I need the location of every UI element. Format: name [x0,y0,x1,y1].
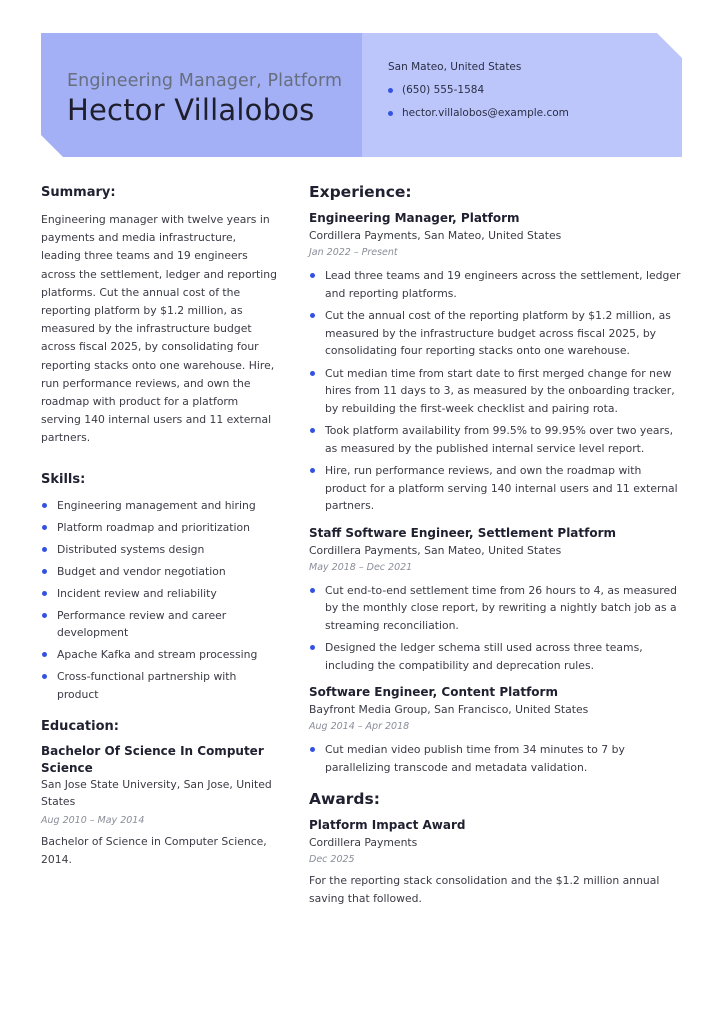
job-entry [309,210,685,515]
skill-item: Incident review and reliability [41,585,277,603]
job-bullet: Designed the ledger schema still used across three teams, including the compatibility and deprecation rules. [309,639,685,674]
skill-item: Cross-functional partnership with product [41,668,277,703]
job-title: Staff Software Engineer, Settlement Platform [309,525,617,540]
skill-item: Platform roadmap and prioritization [41,519,277,537]
job-bullet: Cut the annual cost of the reporting platform by $1.2 million, as measured by the infrastructure budget across fiscal 2025, by consolidating four reporting stacks onto one warehouse. [309,307,685,360]
job-bullet: Hire, run performance reviews, and own the roadmap with product for a platform serving 140 internal users and 11 external partners. [309,462,685,515]
job-title: Engineering Manager, Platform [309,211,520,225]
job-bullets [309,741,685,776]
awards-heading: Awards: [309,790,380,808]
award-date: Dec 2025 [309,854,355,865]
skill-item: Budget and vendor negotiation [41,563,277,581]
location: San Mateo, United States [388,61,522,73]
bullet-icon [310,747,315,752]
award-text: For the reporting stack consolidation and the $1.2 million annual saving that followed. [309,874,660,906]
bullet-icon [310,273,315,278]
school: San Jose State University, San Jose, United States [41,778,272,808]
education-heading: Education: [41,719,119,735]
job-dates: Aug 2014 – Apr 2018 [309,721,410,732]
bullet-icon [42,674,47,679]
summary-text: Engineering manager with twelve years in payments and media infrastructure, leading three teams and 19 engineers across the settlement, ledger and reporting platforms. Cut the annual cost of the reporting platform by $1.2 million, as measured by the infrastructure budget across fiscal 2025, by consolidating four reporting stacks onto one warehouse. Hire, run performance reviews, and own the roadmap with product for a platform serving 140 internal users and 11 external partners. [41,213,277,445]
bullet-icon [310,588,315,593]
job-bullet: Cut median video publish time from 34 minutes to 7 by parallelizing transcode and metadata validation. [309,741,685,776]
skills-section [41,472,277,704]
degree: Bachelor Of Science In Computer Science [41,744,264,775]
skills-list [41,497,277,704]
skill-item: Engineering management and hiring [41,497,277,515]
job-entry [309,684,685,776]
bullet-icon [42,569,47,574]
job-bullet: Took platform availability from 99.5% to 99.95% over two years, as measured by the published internal service level report. [309,422,685,457]
left-column [41,185,277,870]
job-company: Cordillera Payments, San Mateo, United States [309,543,562,557]
skill-item: Distributed systems design [41,541,277,559]
education-note: Bachelor of Science in Computer Science, 2014. [41,835,267,867]
summary-section [41,185,277,448]
bullet-icon [310,645,315,650]
education-dates: Aug 2010 – May 2014 [41,815,145,827]
skills-heading: Skills: [41,471,86,487]
job-dates: May 2018 – Dec 2021 [309,561,413,573]
award-org: Cordillera Payments [309,836,418,849]
award-name: Platform Impact Award [309,818,466,832]
right-column [309,183,685,908]
skill-item: Apache Kafka and stream processing [41,646,277,664]
bullet-icon [310,468,315,473]
bullet-icon [388,88,393,93]
job-bullet: Cut median time from start date to first merged change for new hires from 11 days to 3, as measured by the onboarding tracker, by rebuilding the first-week checklist and pairing rota. [309,365,685,418]
job-role: Engineering Manager, Platform [67,71,343,91]
phone: (650) 555-1584 [402,84,485,96]
bullet-icon [42,503,47,508]
email[interactable]: hector.villalobos@example.com [402,107,569,119]
bullet-icon [388,111,393,116]
bullet-icon [42,613,47,618]
bullet-icon [42,652,47,657]
bullet-icon [42,591,47,596]
candidate-name: Hector Villalobos [67,93,315,127]
education-section [41,719,277,869]
summary-heading: Summary: [41,185,116,200]
resume-header [41,33,682,157]
phone-item [388,84,569,96]
email-item [388,107,569,119]
bullet-icon [310,428,315,433]
job-company: Bayfront Media Group, San Francisco, United States [309,703,589,716]
skill-item: Performance review and career development [41,607,277,642]
bullet-icon [310,313,315,318]
job-bullet: Lead three teams and 19 engineers across the settlement, ledger and reporting platforms. [309,267,685,302]
job-dates: Jan 2022 – Present [309,247,398,258]
experience-heading: Experience: [309,183,412,201]
bullet-icon [310,371,315,376]
job-bullet: Cut end-to-end settlement time from 26 hours to 4, as measured by the monthly close report, by rewriting a nightly batch job as a streaming reconciliation. [309,582,685,635]
job-bullets [309,582,685,675]
job-company: Cordillera Payments, San Mateo, United States [309,229,562,242]
awards-section [309,790,685,908]
job-title: Software Engineer, Content Platform [309,685,558,699]
job-bullets [309,267,685,515]
experience-section [309,183,685,776]
job-entry [309,525,685,675]
contact-info [388,61,569,130]
bullet-icon [42,547,47,552]
bullet-icon [42,525,47,530]
